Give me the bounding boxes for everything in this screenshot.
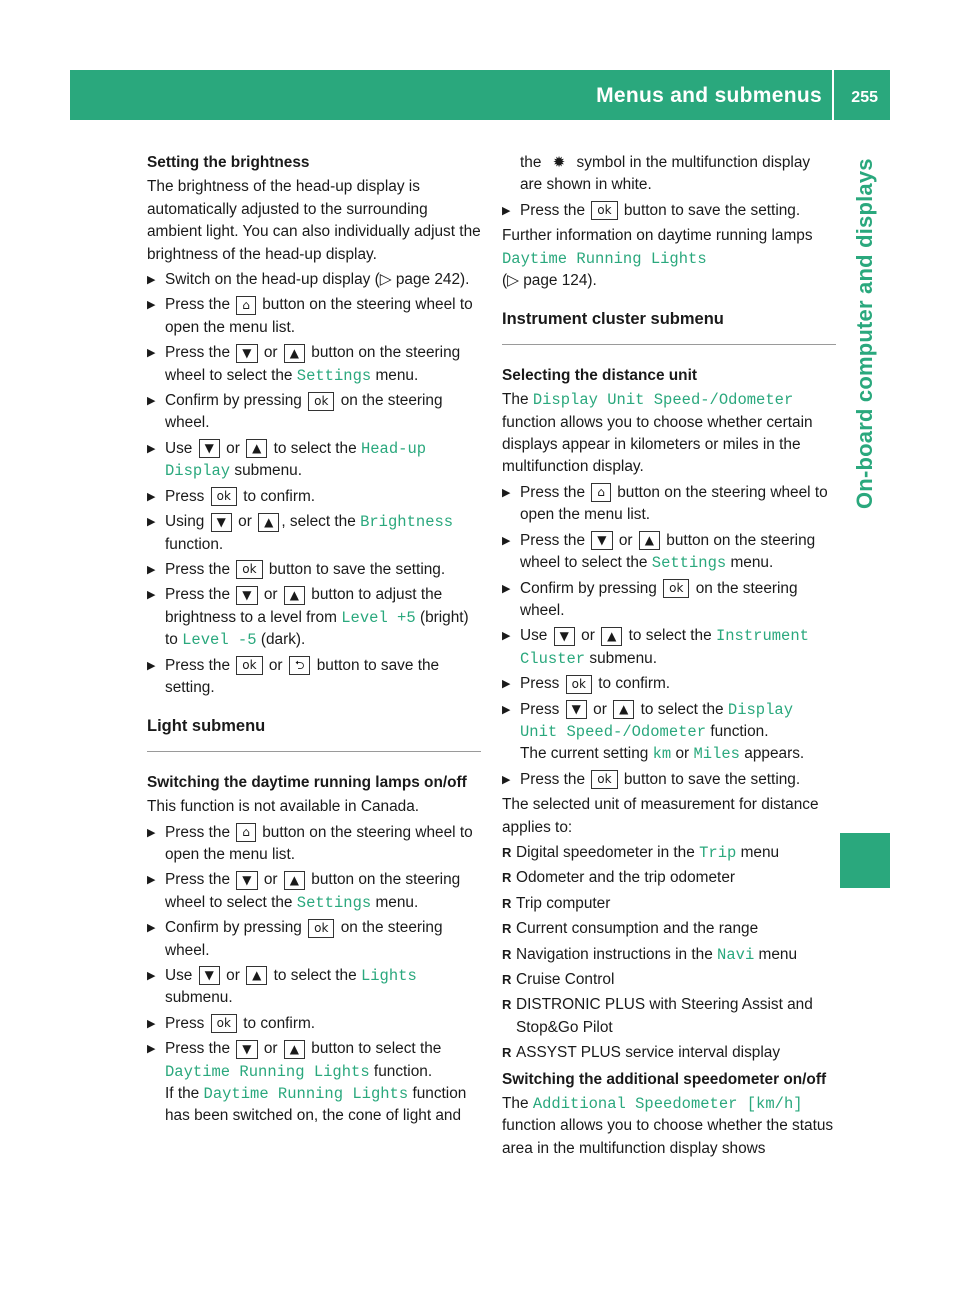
light-submenu-heading: Light submenu (147, 715, 481, 751)
list-item: R Current consumption and the range (502, 918, 836, 940)
step-adjust-level: ▶ Press the ▼ or ▲ button to adjust the brightness to a level from Level +5 (bright) to Level -5 (dark). (147, 584, 481, 651)
menu-name: Settings (296, 893, 372, 912)
down-arrow-icon: ▼ (591, 531, 612, 550)
up-arrow-icon: ▲ (284, 344, 305, 363)
sun-icon: ✹ (552, 153, 566, 172)
step-press-ok: ▶ Press ok to confirm. (147, 1013, 481, 1035)
menu-name: Display Unit Speed-/Odometer (520, 700, 794, 741)
up-arrow-icon: ▲ (246, 439, 267, 458)
header-divider (832, 70, 834, 120)
down-arrow-icon: ▼ (236, 344, 257, 363)
menu-name: Settings (296, 366, 372, 385)
chapter-tab-label: On-board computer and displays (852, 158, 877, 509)
unit-km: km (652, 745, 672, 764)
list-item: R ASSYST PLUS service interval display (502, 1042, 836, 1064)
ok-icon: ok (236, 560, 262, 579)
menu-name: Settings (651, 554, 727, 573)
up-arrow-icon: ▲ (613, 700, 634, 719)
step-select-settings: ▶ Press the ▼ or ▲ button on the steering wheel to select the Settings menu. (502, 530, 836, 575)
up-arrow-icon: ▲ (284, 1040, 305, 1059)
section-title-text: Menus and submenus (596, 84, 822, 107)
up-arrow-icon: ▲ (246, 966, 267, 985)
brightness-intro: The brightness of the head-up display is automatically adjusted to the surrounding ambient light. You can also individually adjust the brightness of the head-up display. (147, 178, 481, 263)
step-select-drl: ▶ Press the ▼ or ▲ button to select the Daytime Running Lights function. If the Daytime Running Lights function has been switched on, the cone of light and (147, 1038, 481, 1128)
right-column (502, 152, 836, 1163)
menu-name: Display Unit Speed-/Odometer (532, 391, 794, 410)
up-arrow-icon: ▲ (258, 513, 279, 532)
menu-name: Instrument Cluster (520, 627, 809, 668)
chapter-tab-marker (840, 833, 890, 888)
menu-name: Head-up Display (165, 439, 427, 481)
down-arrow-icon: ▼ (199, 439, 220, 458)
down-arrow-icon: ▼ (211, 513, 232, 532)
list-item: R DISTRONIC PLUS with Steering Assist and Stop&Go Pilot (502, 994, 836, 1039)
step-open-menu: ▶ Press the ⌂ button on the steering wheel to open the menu list. (502, 482, 836, 527)
ok-icon: ok (566, 675, 592, 694)
header-bar (70, 70, 890, 120)
brightness-heading: Setting the brightness (147, 154, 310, 171)
home-icon: ⌂ (591, 483, 611, 502)
ok-icon: ok (308, 392, 334, 411)
step-select-lights: ▶ Use ▼ or ▲ to select the Lights submenu. (147, 965, 481, 1010)
step-save-setting: ▶ Press the ok or ⮌ button to save the setting. (147, 655, 481, 700)
level-value: Level -5 (182, 631, 257, 650)
step-confirm: ▶ Confirm by pressing ok on the steering wheel. (502, 578, 836, 623)
step-select-hud-submenu: ▶ Use ▼ or ▲ to select the Head-up Display submenu. (147, 438, 481, 483)
down-arrow-icon: ▼ (236, 871, 257, 890)
menu-name: Daytime Running Lights (203, 1085, 409, 1104)
step-select-brightness: ▶ Using ▼ or ▲ , select the Brightness function. (147, 511, 481, 556)
up-arrow-icon: ▲ (284, 871, 305, 890)
up-arrow-icon: ▲ (639, 531, 660, 550)
list-item: R Trip computer (502, 893, 836, 915)
up-arrow-icon: ▲ (284, 586, 305, 605)
home-icon: ⌂ (236, 296, 256, 315)
drl-note: This function is not available in Canada. (147, 798, 420, 816)
additional-speedometer-intro: The Additional Speedometer [km/h] function allows you to choose whether the status area in the multifunction display shows (502, 1095, 834, 1157)
step-save: ▶ Press the ok button to save the setting. (502, 769, 836, 791)
drl-heading: Switching the daytime running lamps on/off (147, 773, 467, 791)
ok-icon: ok (591, 770, 617, 789)
up-arrow-icon: ▲ (601, 627, 622, 646)
cluster-submenu-heading: Instrument cluster submenu (502, 308, 836, 344)
menu-name: Trip (699, 843, 737, 862)
step-select-settings: ▶ Press the ▼ or ▲ button on the steering wheel to select the Settings menu. (147, 342, 481, 387)
list-item: R Odometer and the trip odometer (502, 867, 836, 889)
down-arrow-icon: ▼ (199, 966, 220, 985)
menu-name: Additional Speedometer [km/h] (532, 1095, 803, 1114)
menu-name: Brightness (360, 513, 454, 532)
distance-unit-heading: Selecting the distance unit (502, 366, 697, 384)
distance-unit-intro: The Display Unit Speed-/Odometer function allows you to choose whether certain displays appear in kilometers or miles in the multifunction display. (502, 391, 813, 476)
down-arrow-icon: ▼ (566, 700, 587, 719)
additional-speedometer-heading: Switching the additional speedometer on/off (502, 1070, 827, 1088)
step-switch-on-hud: ▶ Switch on the head-up display (▷ page 242). (147, 269, 481, 291)
ok-icon: ok (211, 487, 237, 506)
ok-icon: ok (308, 919, 334, 938)
step-select-settings: ▶ Press the ▼ or ▲ button on the steering wheel to select the Settings menu. (147, 869, 481, 914)
step-open-menu: ▶ Press the ⌂ button on the steering wheel to open the menu list. (147, 294, 481, 339)
list-item: R Cruise Control (502, 969, 836, 991)
menu-name: Navi (717, 945, 755, 964)
step-save: ▶ Press the ok button to save the setting. (147, 559, 481, 581)
continuation-text: the ✹ symbol in the multifunction display are shown in white. (520, 153, 811, 194)
down-arrow-icon: ▼ (236, 1040, 257, 1059)
list-item: R Navigation instructions in the Navi menu (502, 944, 836, 966)
unit-miles: Miles (693, 745, 740, 764)
step-press-ok: ▶ Press ok to confirm. (147, 486, 481, 508)
step-select-unit-function: ▶ Press ▼ or ▲ to select the Display Unit Speed-/Odometer function. The current setting km or Miles appears. (502, 699, 836, 766)
list-item: R Digital speedometer in the Trip menu (502, 842, 836, 864)
step-select-cluster: ▶ Use ▼ or ▲ to select the Instrument Cluster submenu. (502, 625, 836, 670)
ok-icon: ok (591, 201, 617, 220)
step-save: ▶ Press the ok button to save the setting. (502, 200, 836, 222)
back-icon: ⮌ (289, 656, 311, 675)
menu-name: Daytime Running Lights (165, 1062, 370, 1081)
section-title (70, 70, 890, 120)
further-info: Further information on daytime running lamps Daytime Running Lights (▷ page 124). (502, 227, 813, 290)
applies-to-text: The selected unit of measurement for distance applies to: (502, 796, 819, 836)
left-column (147, 152, 481, 1131)
step-confirm: ▶ Confirm by pressing ok on the steering wheel. (147, 390, 481, 435)
step-open-menu: ▶ Press the ⌂ button on the steering wheel to open the menu list. (147, 822, 481, 867)
menu-name: Lights (360, 967, 417, 985)
ok-icon: ok (236, 656, 262, 675)
level-value: Level +5 (341, 608, 416, 627)
ok-icon: ok (663, 579, 689, 598)
down-arrow-icon: ▼ (554, 627, 575, 646)
step-press-ok: ▶ Press ok to confirm. (502, 673, 836, 695)
home-icon: ⌂ (236, 823, 256, 842)
step-confirm: ▶ Confirm by pressing ok on the steering wheel. (147, 917, 481, 962)
ok-icon: ok (211, 1014, 237, 1033)
page-number: 255 (851, 89, 878, 106)
down-arrow-icon: ▼ (236, 586, 257, 605)
menu-name: Daytime Running Lights (502, 249, 707, 268)
